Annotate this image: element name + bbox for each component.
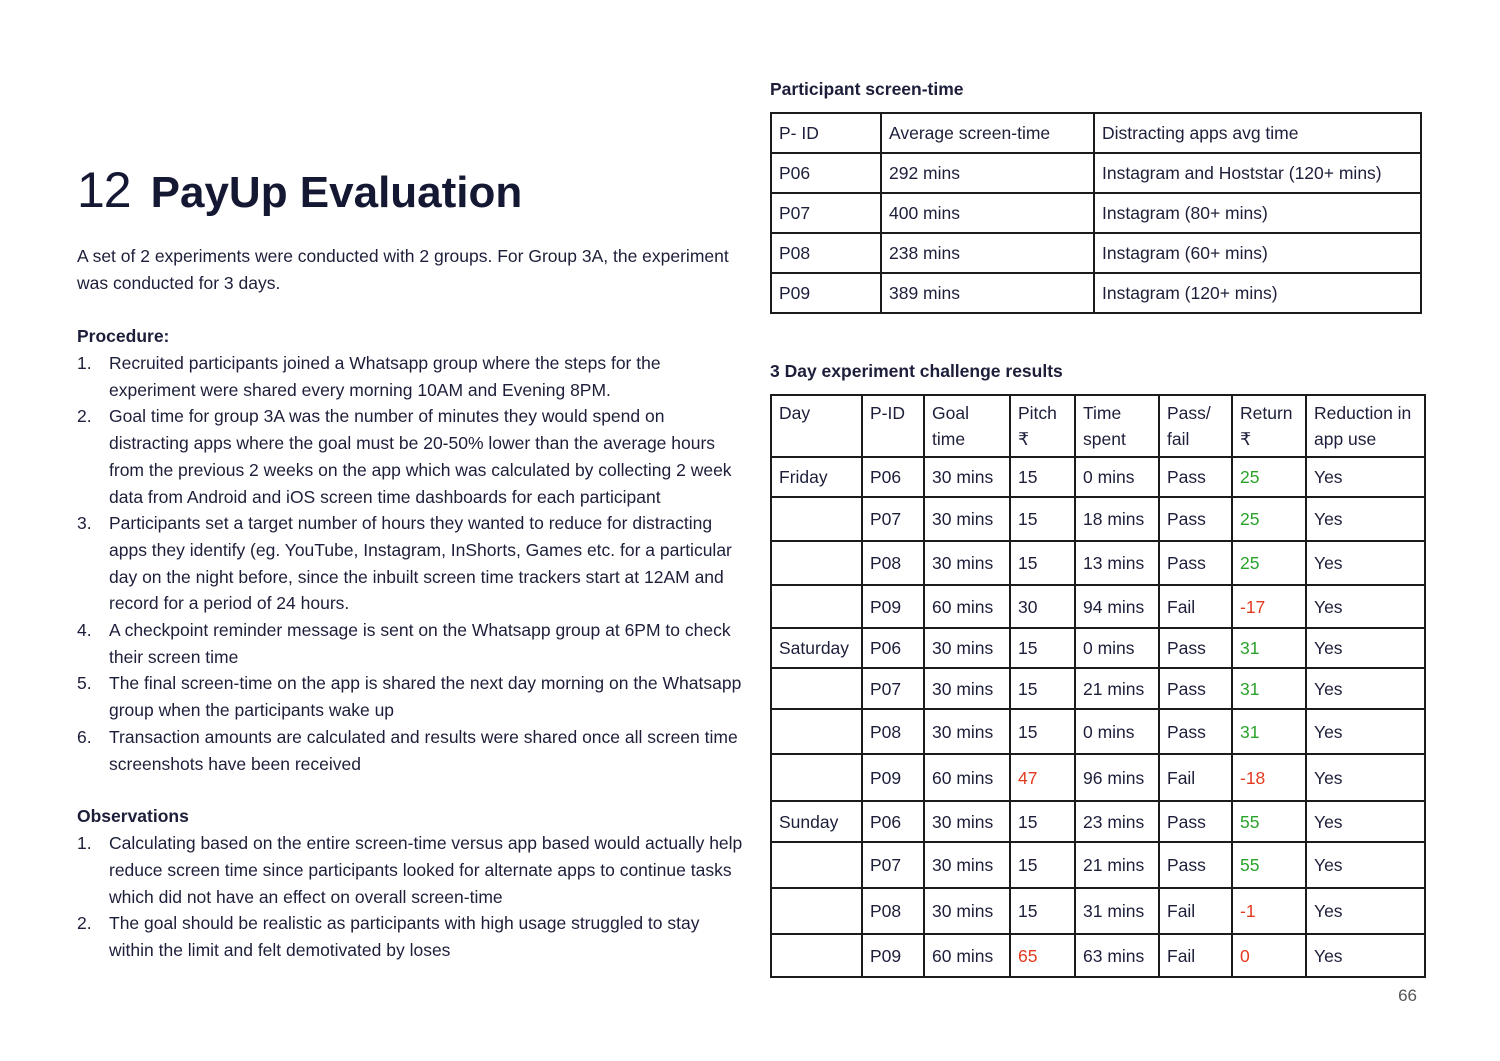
table-row [771, 888, 1425, 934]
column-header-pitch: Pitch ₹ [1010, 395, 1075, 457]
table-cell: P09 [771, 273, 881, 313]
table-cell-pitch: 15 [1010, 457, 1075, 497]
table-cell-reduction: Yes [1306, 709, 1425, 754]
left-column [77, 160, 747, 964]
table-cell-reduction: Yes [1306, 934, 1425, 977]
table-cell-reduction: Yes [1306, 888, 1425, 934]
table-cell-ret: 31 [1232, 668, 1306, 709]
list-item: 2. Goal time for group 3A was the number of minutes they would spend on distracting apps where the goal must be 20-50% lower than the average hours from the previous 2 weeks on the app which was calculated by collecting 2 week data from Android and iOS screen time dashboards for each participant [77, 406, 732, 507]
table-cell-ret: 31 [1232, 709, 1306, 754]
list-item: 1. Calculating based on the entire screen-time versus app based would actually help reduce screen time since participants looked for alternate apps to continue tasks which did not have an effect on overall screen-time [77, 833, 743, 907]
table-cell-day [771, 934, 862, 977]
table-row [771, 754, 1425, 801]
observations-heading: Observations [77, 806, 189, 827]
table-cell-ret: 25 [1232, 457, 1306, 497]
table-cell-spent: 0 mins [1075, 628, 1159, 668]
table-cell-pitch: 65 [1010, 934, 1075, 977]
table-cell-pitch: 15 [1010, 497, 1075, 541]
column-header-pid: P-ID [862, 395, 924, 457]
right-column [770, 76, 1426, 978]
table-row [771, 709, 1425, 754]
table-cell-pid: P07 [862, 497, 924, 541]
table-cell-goal: 30 mins [924, 457, 1010, 497]
table-cell-spent: 63 mins [1075, 934, 1159, 977]
table-cell-result: Pass [1159, 497, 1232, 541]
table-cell-spent: 13 mins [1075, 541, 1159, 585]
table-cell: 400 mins [881, 193, 1094, 233]
column-header-time-spent: Time spent [1075, 395, 1159, 457]
list-item: 6. Transaction amounts are calculated and results were shared once all screen time screenshots have been received [77, 726, 738, 774]
procedure-list [77, 350, 747, 777]
table-cell-pid: P07 [862, 668, 924, 709]
table-cell-day [771, 497, 862, 541]
table-cell-pid: P09 [862, 754, 924, 801]
column-header: P- ID [771, 113, 881, 153]
screen-time-table-caption: Participant screen-time [770, 79, 964, 99]
table-cell: Instagram (60+ mins) [1094, 233, 1421, 273]
intro-paragraph: A set of 2 experiments were conducted with 2 groups. For Group 3A, the experiment was conducted for 3 days. [77, 246, 729, 293]
table-cell-day [771, 754, 862, 801]
table-cell: Instagram (120+ mins) [1094, 273, 1421, 313]
table-cell-pid: P06 [862, 801, 924, 842]
procedure-heading: Procedure: [77, 326, 170, 346]
table-cell: 238 mins [881, 233, 1094, 273]
table-cell-day [771, 842, 862, 888]
table-row [771, 153, 1421, 193]
table-cell-result: Fail [1159, 585, 1232, 628]
table-cell-goal: 60 mins [924, 754, 1010, 801]
table-row [771, 842, 1425, 888]
table-cell-spent: 94 mins [1075, 585, 1159, 628]
table-cell-goal: 30 mins [924, 842, 1010, 888]
table-row [771, 934, 1425, 977]
table-cell-day [771, 888, 862, 934]
list-item: 2. The goal should be realistic as participants with high usage struggled to stay within the limit and felt demotivated by loses [77, 913, 700, 961]
list-item: 3. Participants set a target number of hours they wanted to reduce for distracting apps they identify (eg. YouTube, Instagram, InShorts, Games etc. for a particular day on the night before, since the inbuilt screen time trackers start at 12AM and record for a period of 24 hours. [77, 513, 732, 614]
table-cell-ret: 55 [1232, 801, 1306, 842]
table-cell-day: Friday [771, 457, 862, 497]
table-row [771, 497, 1425, 541]
screen-time-table [770, 112, 1422, 314]
table-cell-result: Fail [1159, 754, 1232, 801]
table-cell-result: Pass [1159, 842, 1232, 888]
table-cell-ret: 0 [1232, 934, 1306, 977]
results-table-caption: 3 Day experiment challenge results [770, 361, 1063, 381]
table-cell-result: Pass [1159, 457, 1232, 497]
section-title-row [77, 160, 747, 223]
column-header-return: Return ₹ [1232, 395, 1306, 457]
table-cell: 292 mins [881, 153, 1094, 193]
table-row [771, 801, 1425, 842]
table-cell-spent: 0 mins [1075, 709, 1159, 754]
table-cell-goal: 60 mins [924, 934, 1010, 977]
table-cell-spent: 21 mins [1075, 842, 1159, 888]
table-cell-ret: 31 [1232, 628, 1306, 668]
table-cell-goal: 30 mins [924, 668, 1010, 709]
table-cell-pitch: 15 [1010, 801, 1075, 842]
table-cell-ret: 25 [1232, 497, 1306, 541]
table-row [771, 628, 1425, 668]
table-cell-goal: 30 mins [924, 801, 1010, 842]
table-cell-pitch: 15 [1010, 842, 1075, 888]
table-cell-pitch: 15 [1010, 628, 1075, 668]
table-cell-ret: -1 [1232, 888, 1306, 934]
page-number: 66 [1398, 986, 1417, 1005]
table-cell-day [771, 585, 862, 628]
table-cell-result: Fail [1159, 888, 1232, 934]
table-row [771, 541, 1425, 585]
table-header-row [771, 395, 1425, 457]
table-row [771, 273, 1421, 313]
table-cell-reduction: Yes [1306, 668, 1425, 709]
table-cell-goal: 30 mins [924, 709, 1010, 754]
table-cell-spent: 21 mins [1075, 668, 1159, 709]
table-cell-day [771, 541, 862, 585]
table-cell-result: Pass [1159, 801, 1232, 842]
table-cell-ret: 55 [1232, 842, 1306, 888]
table-cell-ret: -18 [1232, 754, 1306, 801]
table-cell-day: Saturday [771, 628, 862, 668]
table-cell-pid: P08 [862, 541, 924, 585]
table-cell-day [771, 668, 862, 709]
table-cell-day [771, 709, 862, 754]
observations-list [77, 830, 747, 964]
list-item: 4. A checkpoint reminder message is sent on the Whatsapp group at 6PM to check their screen time [77, 620, 731, 667]
table-cell-pitch: 15 [1010, 541, 1075, 585]
column-header-goal: Goal time [924, 395, 1010, 457]
table-cell-goal: 60 mins [924, 585, 1010, 628]
table-cell-pitch: 15 [1010, 668, 1075, 709]
table-cell-goal: 30 mins [924, 541, 1010, 585]
table-cell-result: Fail [1159, 934, 1232, 977]
table-cell: P08 [771, 233, 881, 273]
table-cell-pid: P06 [862, 457, 924, 497]
table-cell-goal: 30 mins [924, 628, 1010, 668]
table-header-row [771, 113, 1421, 153]
table-cell-result: Pass [1159, 668, 1232, 709]
table-cell-reduction: Yes [1306, 801, 1425, 842]
table-cell-result: Pass [1159, 541, 1232, 585]
table-cell-reduction: Yes [1306, 842, 1425, 888]
table-cell-reduction: Yes [1306, 585, 1425, 628]
list-item: 1. Recruited participants joined a Whatsapp group where the steps for the experiment were shared every morning 10AM and Evening 8PM. [77, 353, 661, 400]
table-row [771, 585, 1425, 628]
table-cell-reduction: Yes [1306, 754, 1425, 801]
table-cell: Instagram and Hoststar (120+ mins) [1094, 153, 1421, 193]
table-cell: P07 [771, 193, 881, 233]
table-cell-pitch: 30 [1010, 585, 1075, 628]
table-cell-result: Pass [1159, 709, 1232, 754]
table-cell-spent: 18 mins [1075, 497, 1159, 541]
table-cell: Instagram (80+ mins) [1094, 193, 1421, 233]
table-cell-pitch: 47 [1010, 754, 1075, 801]
table-cell-reduction: Yes [1306, 541, 1425, 585]
results-table-body [771, 457, 1425, 977]
table-cell: P06 [771, 153, 881, 193]
table-row [771, 668, 1425, 709]
table-cell-pid: P08 [862, 709, 924, 754]
table-cell-pid: P09 [862, 934, 924, 977]
table-cell-pitch: 15 [1010, 888, 1075, 934]
section-number: 12 [77, 162, 131, 218]
table-row [771, 193, 1421, 233]
table-cell-ret: 25 [1232, 541, 1306, 585]
column-header: Distracting apps avg time [1094, 113, 1421, 153]
table-cell-goal: 30 mins [924, 497, 1010, 541]
table-cell-reduction: Yes [1306, 457, 1425, 497]
table-cell-day: Sunday [771, 801, 862, 842]
column-header-reduction: Reduction in app use [1306, 395, 1425, 457]
table-cell-pid: P09 [862, 585, 924, 628]
table-cell-spent: 96 mins [1075, 754, 1159, 801]
table-cell-pid: P07 [862, 842, 924, 888]
list-item: 5. The final screen-time on the app is shared the next day morning on the Whatsapp group when the participants wake up [77, 673, 742, 721]
table-cell-spent: 31 mins [1075, 888, 1159, 934]
table-cell-reduction: Yes [1306, 497, 1425, 541]
table-cell-pid: P08 [862, 888, 924, 934]
table-cell-goal: 30 mins [924, 888, 1010, 934]
table-cell-pid: P06 [862, 628, 924, 668]
column-header-day: Day [771, 395, 862, 457]
table-cell-result: Pass [1159, 628, 1232, 668]
table-cell-ret: -17 [1232, 585, 1306, 628]
table-row [771, 233, 1421, 273]
table-cell: 389 mins [881, 273, 1094, 313]
column-header-pass-fail: Pass/ fail [1159, 395, 1232, 457]
column-header: Average screen-time [881, 113, 1094, 153]
page-title: PayUp Evaluation [150, 168, 523, 217]
table-cell-pitch: 15 [1010, 709, 1075, 754]
table-cell-spent: 23 mins [1075, 801, 1159, 842]
table-cell-spent: 0 mins [1075, 457, 1159, 497]
table-row [771, 457, 1425, 497]
table-cell-reduction: Yes [1306, 628, 1425, 668]
results-table [770, 394, 1426, 978]
